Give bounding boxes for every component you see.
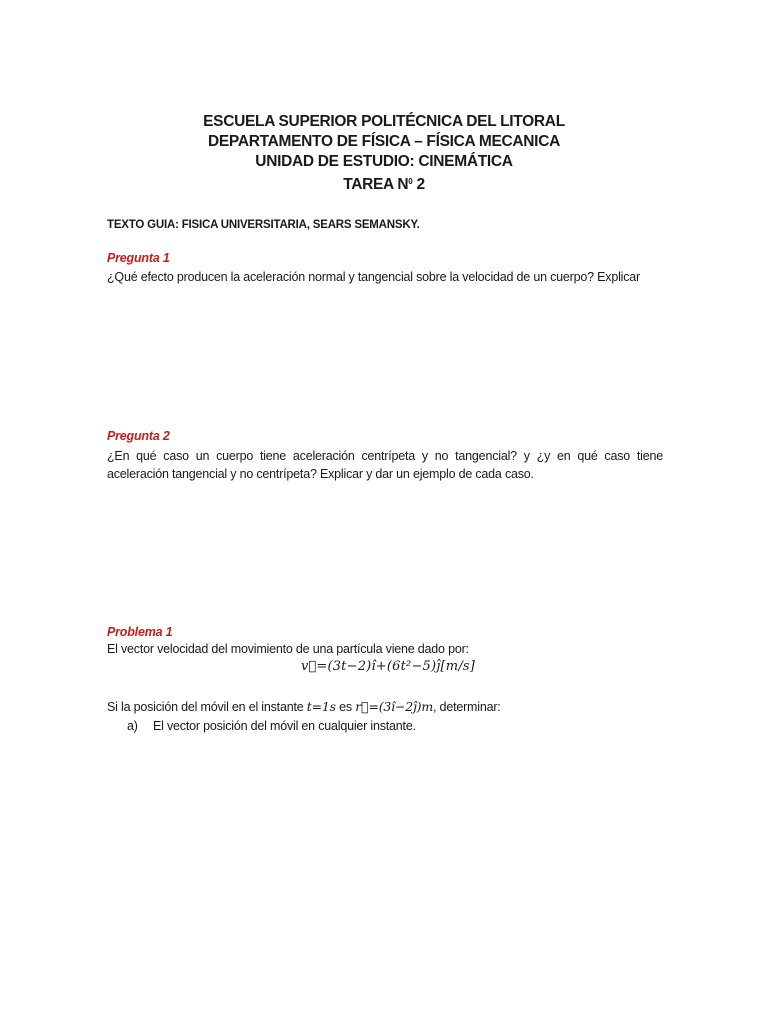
- problema-1-condition: Si la posición del móvil en el instante t=1s es r⃗=(3î−2ĵ)m, determinar:: [107, 699, 501, 714]
- header-institution: ESCUELA SUPERIOR POLITÉCNICA DEL LITORAL: [203, 113, 565, 130]
- time-value: t=1s: [306, 699, 336, 714]
- item-a-label: a): [127, 719, 138, 733]
- header-department: DEPARTAMENTO DE FÍSICA – FÍSICA MECANICA: [208, 133, 560, 150]
- pregunta-1-title: Pregunta 1: [107, 251, 170, 265]
- problema-1-title: Problema 1: [107, 625, 173, 639]
- problema-1-item-a: [127, 719, 416, 733]
- velocity-formula: v⃗=(3t−2)î+(6t²−5)ĵ[m/s]: [301, 659, 476, 674]
- pregunta-1-text: ¿Qué efecto producen la aceleración normal y tangencial sobre la velocidad de un cuerpo? Explicar: [107, 270, 641, 284]
- problema-1-intro: El vector velocidad del movimiento de una partícula viene dado por:: [107, 642, 469, 656]
- position-vector: r⃗=(3î−2ĵ)m: [355, 699, 434, 714]
- item-a-text: El vector posición del móvil en cualquier instante.: [153, 719, 416, 733]
- guide-text: TEXTO GUIA: FISICA UNIVERSITARIA, SEARS SEMANSKY.: [107, 219, 420, 231]
- pregunta-2-title: Pregunta 2: [107, 429, 170, 443]
- document-header: [0, 112, 768, 195]
- header-unit: UNIDAD DE ESTUDIO: CINEMÁTICA: [255, 153, 513, 170]
- header-assignment: TAREA $N^0$ 2: [343, 176, 425, 193]
- pregunta-2-text: ¿En qué caso un cuerpo tiene aceleración centrípeta y no tangencial? y ¿y en qué caso tiene aceleración tangencial y no centrípeta? Explicar y dar un ejemplo de cada caso.: [107, 449, 663, 481]
